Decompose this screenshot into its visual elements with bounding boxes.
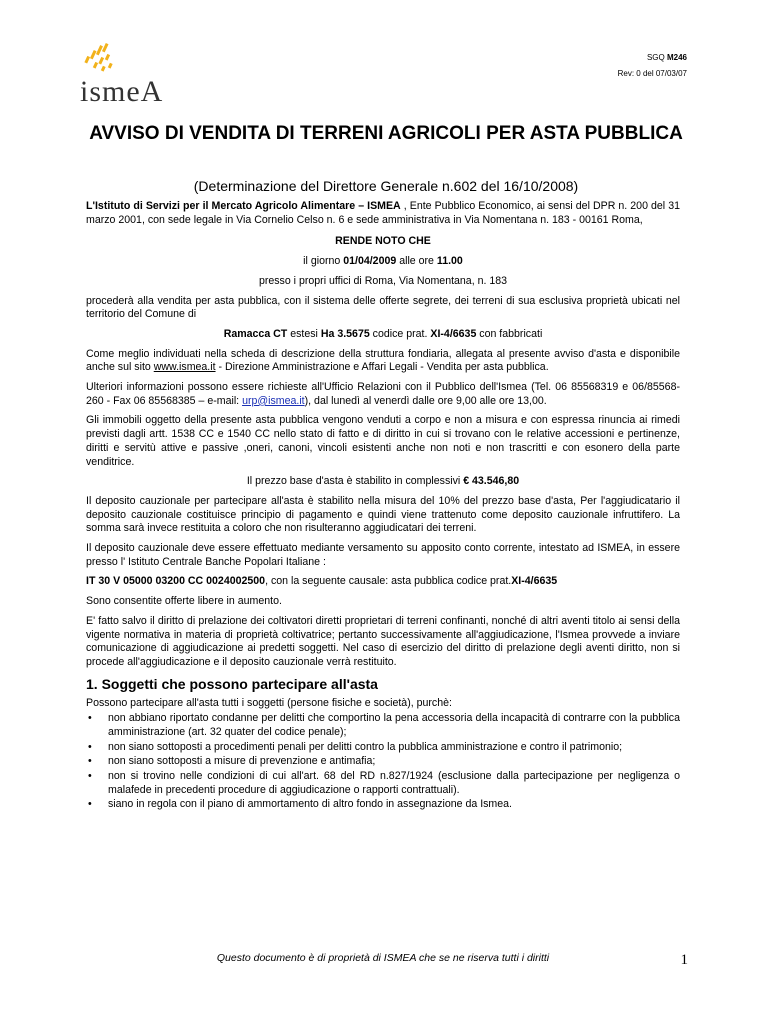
document-code: SGQ M246 Rev: 0 del 07/03/07 (618, 50, 687, 82)
ismea-site-link[interactable]: www.ismea.it (153, 361, 216, 374)
revision: Rev: 0 del 07/03/07 (617, 69, 687, 78)
immobili-paragraph: Gli immobili oggetto della presente asta pubblica vengono venduti a corpo e non a misura e con espressa rinuncia ai rimedi previsti dagli artt. 1538 CC e 1540 CC nello stato di fatto e di diritto in cui si trovano con le relative accessioni e pertinenze, diritti e servitù attive e passive ,oneri, canoni, vincoli esistenti anche non noti e non trascritti e con esonero della parte venditrice. (86, 414, 680, 468)
deposit-paragraph-1: Il deposito cauzionale per partecipare all'asta è stabilito nella misura del 10% del prezzo base d'asta, Per l'aggiudicatario il deposito cauzionale costituisce principio di pagamento e quindi viene trattenuto come deposito cauzionale infruttifero. La somma sarà invece restituita a coloro che non risulteranno aggiudicatari dei terreni. (86, 494, 680, 535)
sgq-code: M246 (666, 53, 687, 62)
page-number: 1 (680, 952, 688, 968)
intro-paragraph: L'Istituto di Servizi per il Mercato Agricolo Alimentare – ISMEA , Ente Pubblico Economico, ai sensi del DPR n. 200 del 31 marzo 2001, con sede legale in Via Cornelio Celso n. 6 e sede amministrativa in Via Nomentana n. 183 - 00161 Roma, (86, 200, 680, 226)
footer-note: Questo documento è di proprietà di ISMEA che se ne riserva tutti i diritti (216, 952, 550, 964)
list-item: • siano in regola con il piano di ammortamento di altro fondo in assegnazione da Ismea. (86, 798, 680, 812)
info-paragraph: Ulteriori informazioni possono essere richieste all'Ufficio Relazioni con il Pubblico dell'Ismea (Tel. 06 85568319 e 06/85568-260 - Fax 06 85568385 – e-mail: urp@ismea.it), dal lunedì al venerdì dalle ore 9,00 alle ore 13,00. (86, 381, 680, 407)
list-item: • non abbiano riportato condanne per delitti che comportino la pena accessoria della incapacità di contrarre con la pubblica amministrazione (art. 32 quater del codice penale); (86, 712, 680, 739)
section-1-heading: 1. Soggetti che possono partecipare all'asta (86, 675, 378, 692)
procedera-paragraph: procederà alla vendita per asta pubblica, con il sistema delle offerte segrete, dei terreni di sua esclusiva proprietà ubicati nel territorio del Comune di (86, 294, 680, 321)
rende-noto-heading: RENDE NOTO CHE (335, 235, 431, 248)
section-1-intro: Possono partecipare all'asta tutti i soggetti (persone fisiche e società), purchè: (86, 697, 452, 710)
urp-email-link[interactable]: urp@ismea.it (242, 394, 305, 407)
logo-text: ismeA (80, 75, 164, 108)
offers-paragraph: Sono consentite offerte libere in aumento. (86, 595, 282, 608)
prelazione-paragraph: E' fatto salvo il diritto di prelazione dei coltivatori diretti proprietari di terreni confinanti, nonché di altri aventi titolo ai sensi della vigente normativa in materia di proprietà coltivatrice; pertanto successivamente all'aggiudicazione, l'Ismea provvede a inviare comunicazione di aggiudicazione ai predetti soggetti. Nel caso di esercizio del diritto di prelazione degli aventi diritto, non si procede all'aggiudicazione e il deposito cauzionale verrà restituito. (86, 614, 680, 668)
document-subtitle: (Determinazione del Direttore Generale n.602 del 16/10/2008) (193, 178, 579, 194)
requirements-list (86, 712, 680, 812)
ismea-logo (80, 42, 180, 108)
base-price: Il prezzo base d'asta è stabilito in complessivi € 43.546,80 (246, 475, 520, 488)
auction-date: il giorno 01/04/2009 alle ore 11.00 (303, 255, 463, 268)
auction-location: presso i propri uffici di Roma, Via Nomentana, n. 183 (258, 274, 508, 287)
ismea-logo-mark-icon (80, 42, 120, 76)
document-title: AVVISO DI VENDITA DI TERRENI AGRICOLI PER ASTA PUBBLICA (89, 123, 683, 144)
deposit-paragraph-2: Il deposito cauzionale deve essere effettuato mediante versamento su apposito conto corrente, intestato ad ISMEA, in essere presso l' Istituto Centrale Banche Popolari Italiane : (86, 542, 680, 568)
come-paragraph: Come meglio individuati nella scheda di descrizione della struttura fondiaria, allegata al presente avviso d'asta e disponibile anche sul sito www.ismea.it - Direzione Amministrazione e Affari Legali - Vendita per asta pubblica. (86, 347, 680, 374)
list-item: • non siano sottoposti a procedimenti penali per delitti contro la pubblica amministrazione e contro il patrimonio; (86, 741, 680, 755)
list-item: • non siano sottoposti a misure di prevenzione e antimafia; (86, 755, 680, 769)
list-item: • non si trovino nelle condizioni di cui all'art. 68 del RD n.827/1924 (esclusione dalla partecipazione per negligenza o malafede in precedenti procedure di aggiudicazione o rapporti contrattuali). (86, 770, 680, 797)
document-body (86, 200, 680, 813)
land-description: Ramacca CT estesi Ha 3.5675 codice prat. XI-4/6635 con fabbricati (223, 327, 543, 340)
bank-account: IT 30 V 05000 03200 CC 0024002500, con la seguente causale: asta pubblica codice prat.XI-4/6635 (86, 575, 558, 588)
